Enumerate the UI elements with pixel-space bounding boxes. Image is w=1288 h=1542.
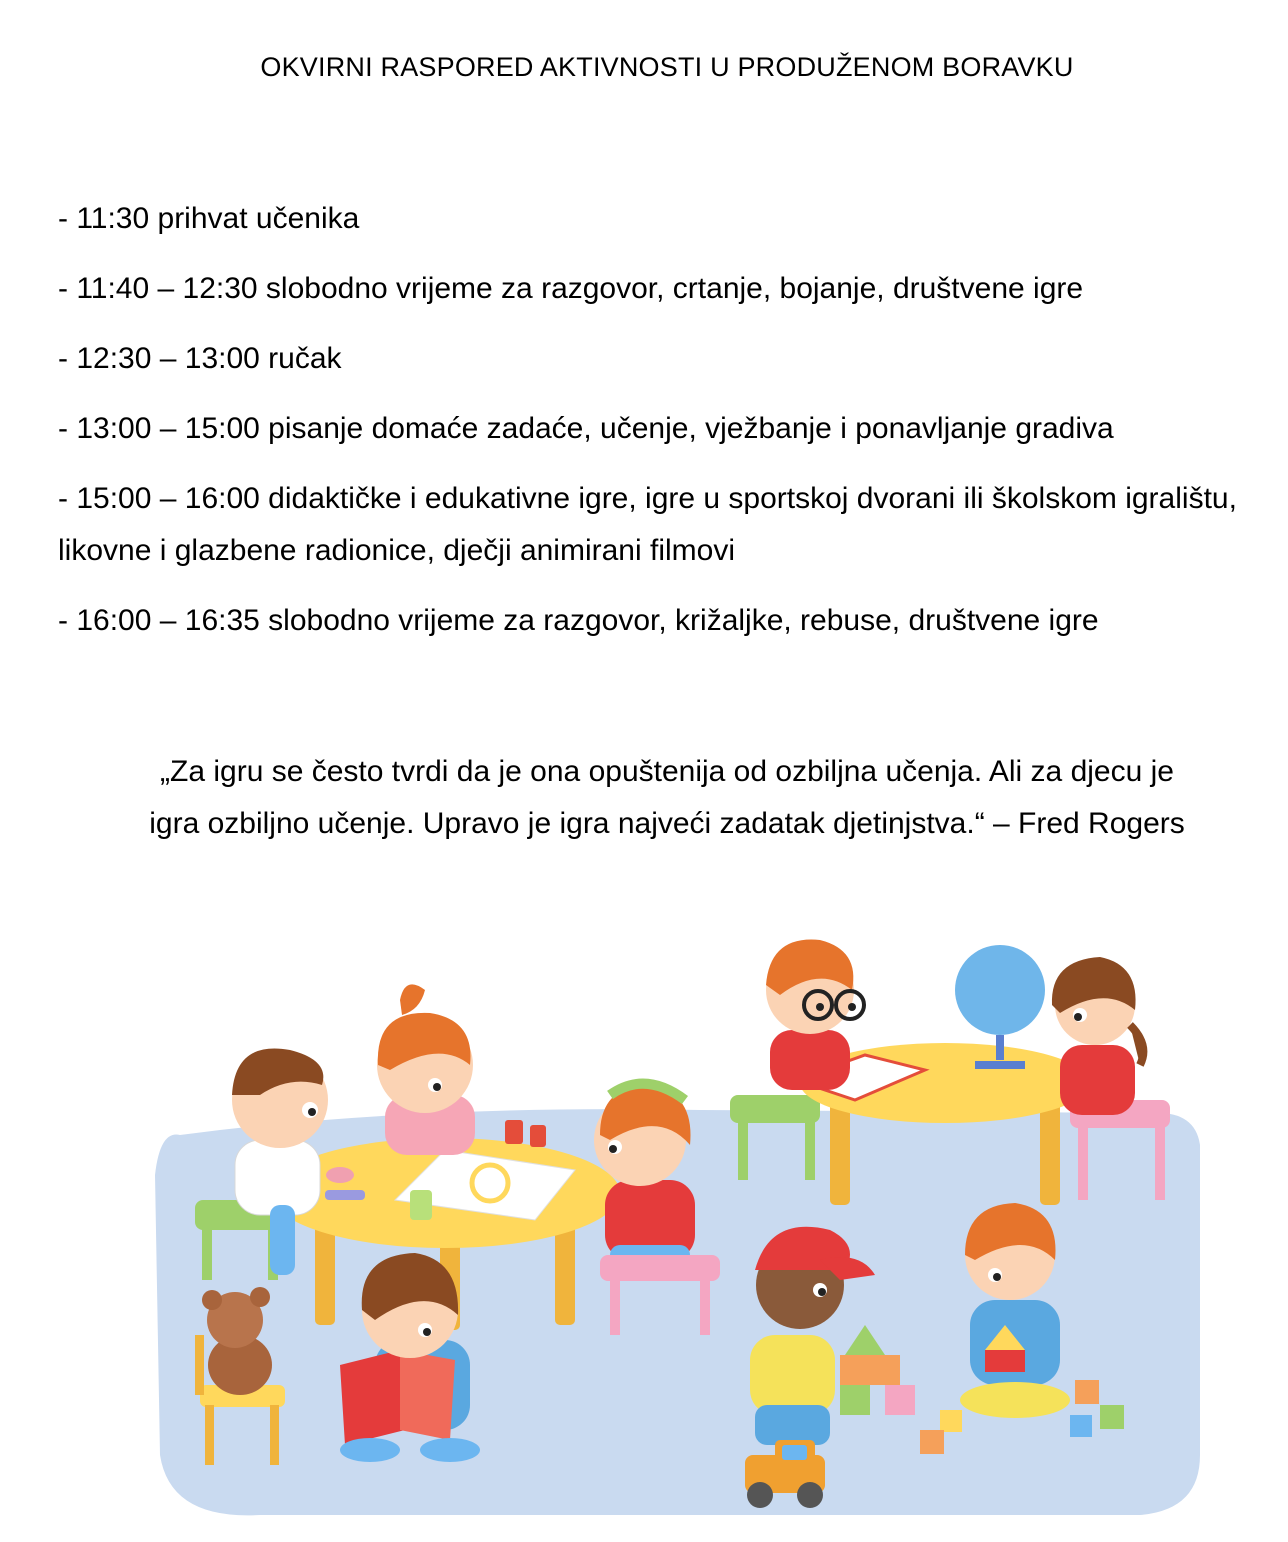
quote-line: igra ozbiljno učenje. Upravo je igra najveći zadatak djetinjstva.“ – Fred Rogers xyxy=(149,807,1185,840)
boy-glasses xyxy=(766,940,864,1090)
quote xyxy=(0,746,1288,850)
children-playing-illustration xyxy=(140,935,1205,1520)
page-title: OKVIRNI RASPORED AKTIVNOSTI U PRODUŽENOM BORAVKU xyxy=(260,52,1074,82)
schedule-item: - 15:00 – 16:00 didaktičke i edukativne igre, igre u sportskoj dvorani ili školskom igralištu, likovne i glazbene radionice, dječji animirani filmovi xyxy=(58,482,1237,567)
girl-ginger xyxy=(377,984,475,1155)
girl-globe xyxy=(1052,957,1143,1115)
schedule-item: - 11:40 – 12:30 slobodno vrijeme za razgovor, crtanje, bojanje, društvene igre xyxy=(58,272,1084,305)
schedule-item: - 11:30 prihvat učenika xyxy=(58,202,360,235)
schedule-item: - 16:00 – 16:35 slobodno vrijeme za razgovor, križaljke, rebuse, društvene igre xyxy=(58,604,1099,637)
schedule-item: - 12:30 – 13:00 ručak xyxy=(58,342,342,375)
quote-line: „Za igru se često tvrdi da je ona opuštenija od ozbiljna učenja. Ali za djecu je xyxy=(160,755,1174,788)
schedule-item: - 13:00 – 15:00 pisanje domaće zadaće, učenje, vježbanje i ponavljanje gradiva xyxy=(58,412,1114,445)
schedule-list xyxy=(58,193,1280,665)
